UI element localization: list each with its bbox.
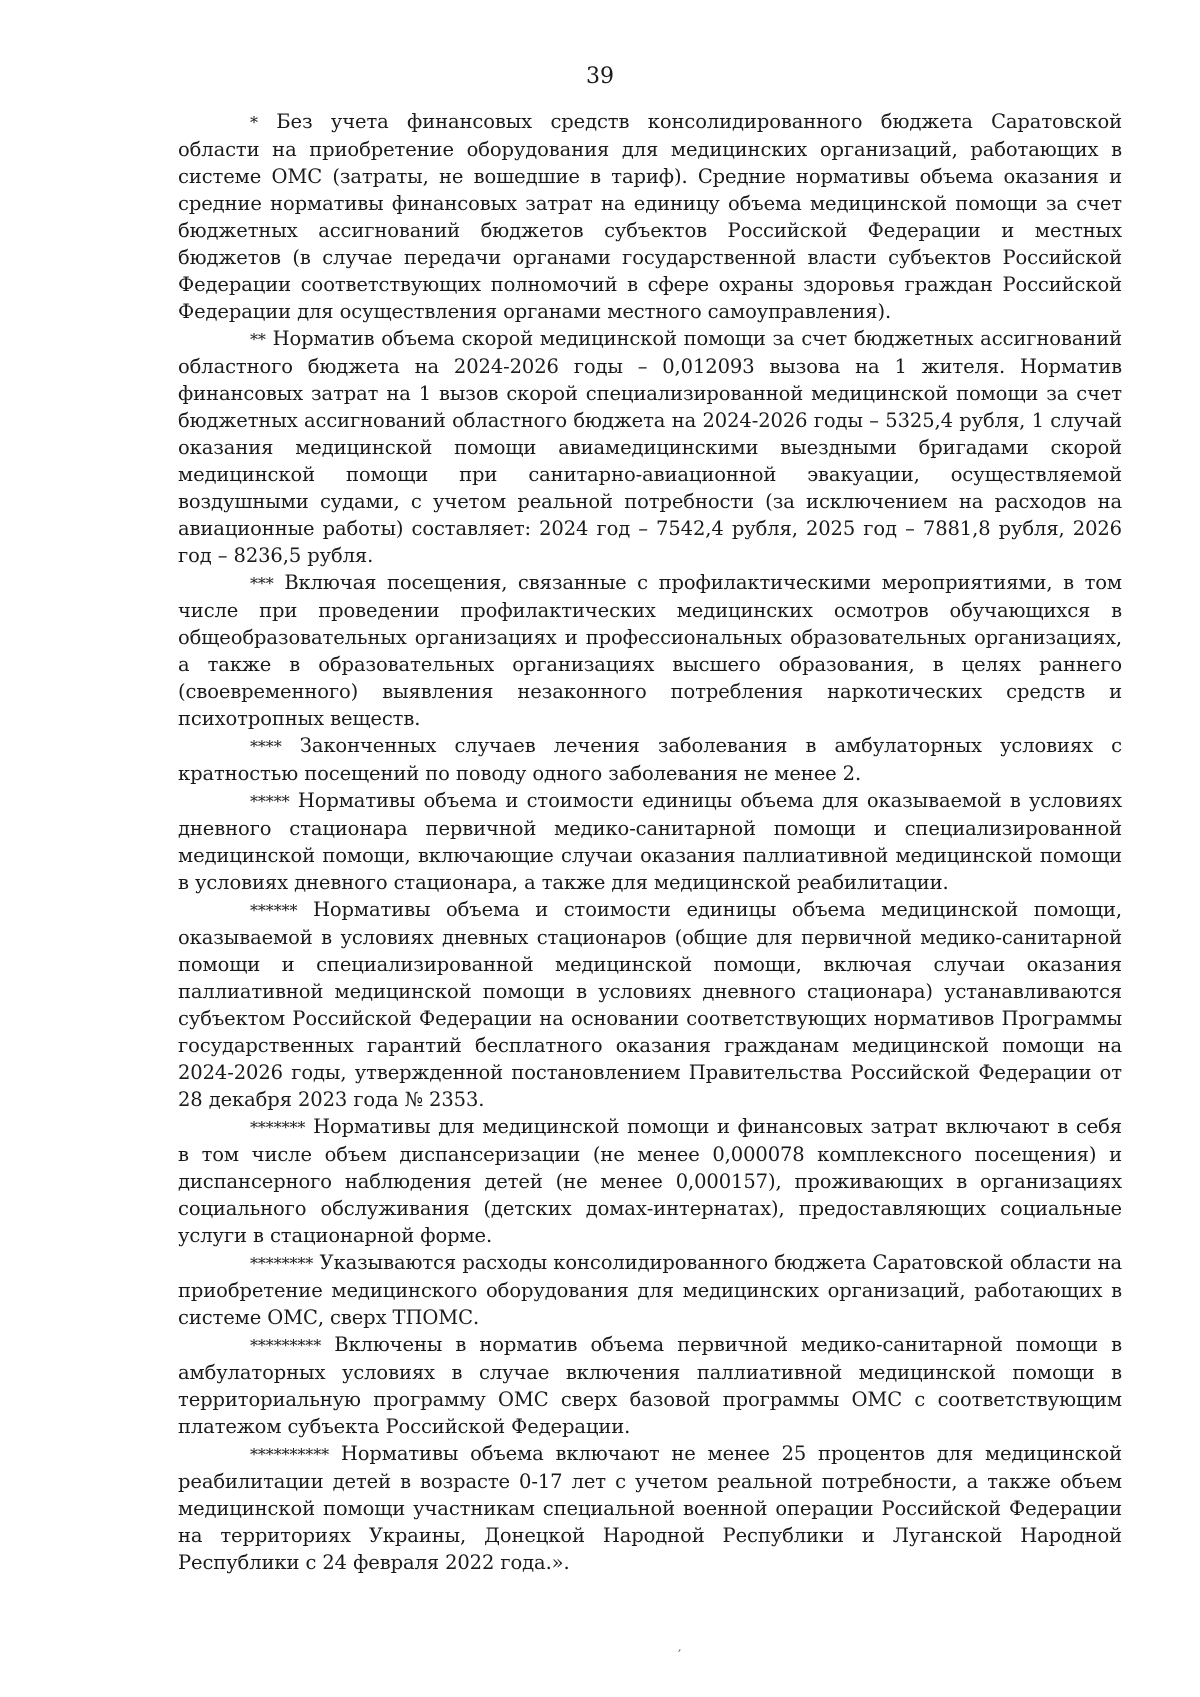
footnote-marker: ******* bbox=[250, 1118, 306, 1137]
footnote-2 bbox=[178, 325, 1122, 569]
footnote-text: Без учета финансовых средств консолидированного бюджета Саратовской области на приобретение оборудования для медицинских организаций, работающих в системе ОМС (затраты, не вошедшие в тариф). Средние нормативы объема оказания и средние нормативы финансовых затрат на единицу объема медицинской помощи за счет бюджетных ассигнований бюджетов субъектов Российской Федерации и местных бюджетов (в случае передачи органами государственной власти субъектов Российской Федерации соответствующих полномочий в сфере охраны здоровья граждан Российской Федерации для осуществления органами местного самоуправления). bbox=[178, 110, 1122, 323]
footnote-marker: *** bbox=[250, 574, 274, 593]
footnote-marker: ** bbox=[250, 330, 266, 349]
footnote-text: Законченных случаев лечения заболевания в амбулаторных условиях с кратностью посещений по поводу одного заболевания не менее 2. bbox=[178, 734, 1122, 785]
scan-mark: ′ bbox=[678, 1648, 682, 1664]
footnotes-section bbox=[178, 108, 1122, 1576]
footnote-1 bbox=[178, 108, 1122, 325]
footnote-marker: * bbox=[250, 113, 258, 132]
footnote-text: Нормативы объема и стоимости единицы объема для оказываемой в условиях дневного стационара первичной медико-санитарной помощи и специализированной медицинской помощи, включающие случаи оказания паллиативной медицинской помощи в условиях дневного стационара, а также для медицинской реабилитации. bbox=[178, 789, 1122, 894]
footnote-marker: ********* bbox=[250, 1336, 322, 1355]
footnote-4 bbox=[178, 732, 1122, 787]
footnote-text: Указываются расходы консолидированного бюджета Саратовской области на приобретение медицинского оборудования для медицинских организаций, работающих в системе ОМС, сверх ТПОМС. bbox=[178, 1251, 1123, 1329]
footnote-text: Нормативы объема включают не менее 25 процентов для медицинской реабилитации детей в возрасте 0-17 лет с учетом реальной потребности, а также объем медицинской помощи участникам специальной военной операции Российской Федерации на территориях Украины, Донецкой Народной Республики и Луганской Народной Республики с 24 февраля 2022 года.». bbox=[178, 1442, 1122, 1574]
footnote-7 bbox=[178, 1113, 1122, 1249]
footnote-8 bbox=[178, 1249, 1122, 1331]
page-number: 39 bbox=[586, 64, 614, 89]
footnote-marker: **** bbox=[250, 737, 282, 756]
footnote-text: Включены в норматив объема первичной медико-санитарной помощи в амбулаторных условиях в случае включения паллиативной медицинской помощи в территориальную программу ОМС сверх базовой программы ОМС с соответствующим платежом субъекта Российской Федерации. bbox=[178, 1333, 1122, 1438]
footnote-3 bbox=[178, 569, 1122, 732]
footnote-text: Норматив объема скорой медицинской помощи за счет бюджетных ассигнований областного бюджета на 2024-2026 годы – 0,012093 вызова на 1 жителя. Норматив финансовых затрат на 1 вызов скорой специализированной медицинской помощи за счет бюджетных ассигнований областного бюджета на 2024-2026 годы – 5325,4 рубля, 1 случай оказания медицинской помощи авиамедицинскими выездными бригадами скорой медицинской помощи при санитарно-авиационной эвакуации, осуществляемой воздушными судами, с учетом реальной потребности (за исключением на расходов на авиационные работы) составляет: 2024 год – 7542,4 рубля, 2025 год – 7881,8 рубля, 2026 год – 8236,5 рубля. bbox=[178, 327, 1122, 567]
footnote-marker: ***** bbox=[250, 792, 290, 811]
footnote-10 bbox=[178, 1440, 1122, 1576]
footnote-6 bbox=[178, 896, 1122, 1113]
footnote-9 bbox=[178, 1331, 1122, 1440]
footnote-marker: ********** bbox=[250, 1445, 330, 1464]
footnote-marker: ******** bbox=[250, 1254, 314, 1273]
footnote-5 bbox=[178, 787, 1122, 896]
footnote-text: Нормативы для медицинской помощи и финансовых затрат включают в себя в том числе объем диспансеризации (не менее 0,000078 комплексного посещения) и диспансерного наблюдения детей (не менее 0,000157), проживающих в организациях социального обслуживания (детских домах-интернатах), предоставляющих социальные услуги в стационарной форме. bbox=[178, 1115, 1122, 1247]
footnote-text: Нормативы объема и стоимости единицы объема медицинской помощи, оказываемой в условиях дневных стационаров (общие для первичной медико-санитарной помощи и специализированной медицинской помощи, включая случаи оказания паллиативной медицинской помощи в условиях дневного стационара) устанавливаются субъектом Российской Федерации на основании соответствующих нормативов Программы государственных гарантий бесплатного оказания гражданам медицинской помощи на 2024-2026 годы, утвержденной постановлением Правительства Российской Федерации от 28 декабря 2023 года № 2353. bbox=[178, 898, 1122, 1111]
footnote-text: Включая посещения, связанные с профилактическими мероприятиями, в том числе при проведении профилактических медицинских осмотров обучающихся в общеобразовательных организациях и профессиональных образовательных организациях, а также в образовательных организациях высшего образования, в целях раннего (своевременного) выявления незаконного потребления наркотических средств и психотропных веществ. bbox=[178, 571, 1122, 730]
footnote-marker: ****** bbox=[250, 901, 298, 920]
